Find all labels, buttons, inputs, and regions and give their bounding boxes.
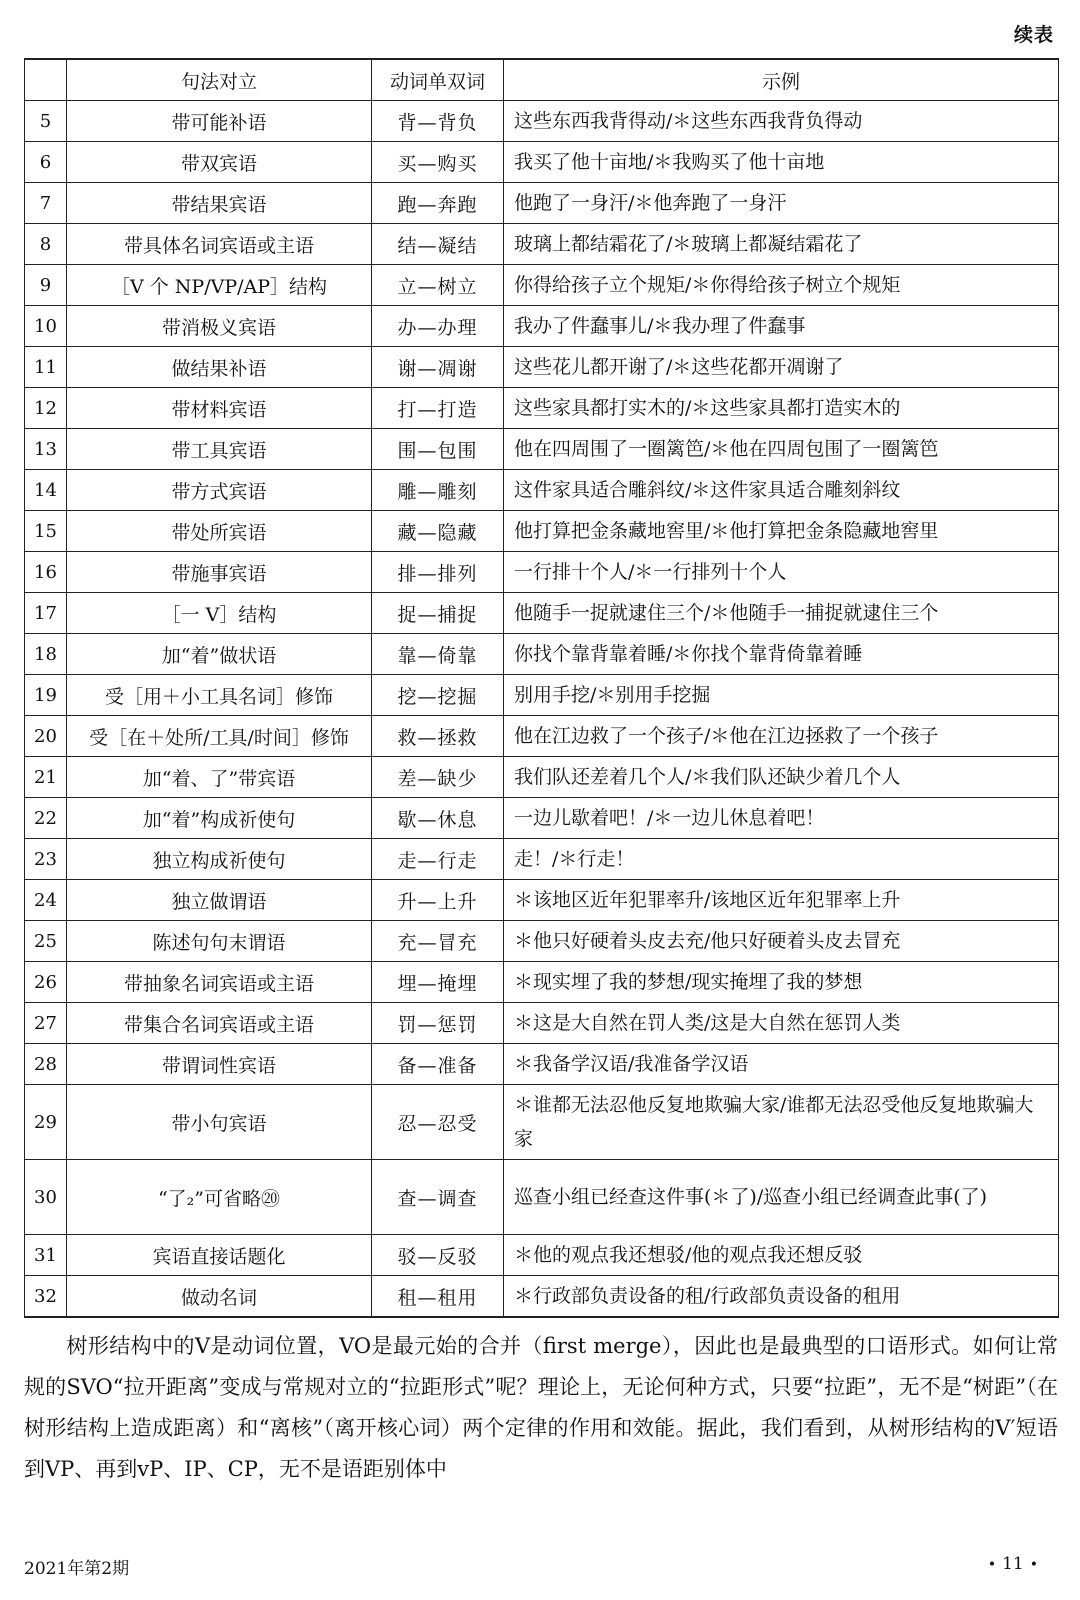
- row-construction: 宾语直接话题化: [67, 1235, 372, 1276]
- row-construction: 受［用＋小工具名词］修饰: [67, 675, 372, 716]
- body-paragraph: [24, 1326, 1058, 1490]
- table-row: [25, 101, 1059, 142]
- row-number: 30: [25, 1160, 67, 1235]
- row-number: 13: [25, 429, 67, 470]
- row-example: 玻璃上都结霜花了/＊玻璃上都凝结霜花了: [504, 224, 1059, 265]
- row-example: 我办了件蠢事儿/＊我办理了件蠢事: [504, 306, 1059, 347]
- header-example: 示例: [504, 59, 1059, 101]
- row-construction: 加“着”做状语: [67, 634, 372, 675]
- row-example: 这些家具都打实木的/＊这些家具都打造实木的: [504, 388, 1059, 429]
- journal-issue: 2021年第2期: [24, 1559, 130, 1579]
- row-verb-pair: 升—上升: [372, 880, 504, 921]
- row-number: 26: [25, 962, 67, 1003]
- row-construction: 加“着、了”带宾语: [67, 757, 372, 798]
- header-construction: 句法对立: [67, 59, 372, 101]
- row-verb-pair: 埋—掩埋: [372, 962, 504, 1003]
- table-row: [25, 716, 1059, 757]
- row-verb-pair: 打—打造: [372, 388, 504, 429]
- row-number: 20: [25, 716, 67, 757]
- row-example: 巡查小组已经查这件事(＊了)/巡查小组已经调查此事(了): [504, 1160, 1059, 1235]
- row-example: 一边儿歇着吧！/＊一边儿休息着吧！: [504, 798, 1059, 839]
- row-example: 他在四周围了一圈篱笆/＊他在四周包围了一圈篱笆: [504, 429, 1059, 470]
- row-example: ＊谁都无法忍他反复地欺骗大家/谁都无法忍受他反复地欺骗大家: [504, 1085, 1059, 1160]
- row-number: 11: [25, 347, 67, 388]
- table-header-row: [25, 59, 1059, 101]
- row-verb-pair: 背—背负: [372, 101, 504, 142]
- row-verb-pair: 谢—凋谢: [372, 347, 504, 388]
- row-construction: 带可能补语: [67, 101, 372, 142]
- row-example: 你找个靠背靠着睡/＊你找个靠背倚靠着睡: [504, 634, 1059, 675]
- table-body: [25, 101, 1059, 1318]
- table-row: [25, 265, 1059, 306]
- row-example: 别用手挖/＊别用手挖掘: [504, 675, 1059, 716]
- row-example: ＊现实埋了我的梦想/现实掩埋了我的梦想: [504, 962, 1059, 1003]
- row-number: 14: [25, 470, 67, 511]
- row-construction: 带施事宾语: [67, 552, 372, 593]
- row-number: 18: [25, 634, 67, 675]
- row-construction: 带谓词性宾语: [67, 1044, 372, 1085]
- row-verb-pair: 跑—奔跑: [372, 183, 504, 224]
- row-example: 我们队还差着几个人/＊我们队还缺少着几个人: [504, 757, 1059, 798]
- table-row: [25, 1235, 1059, 1276]
- row-number: 12: [25, 388, 67, 429]
- row-construction: ［一 V］结构: [67, 593, 372, 634]
- row-number: 32: [25, 1276, 67, 1318]
- page-number: 11: [1002, 1554, 1024, 1574]
- row-example: ＊这是大自然在罚人类/这是大自然在惩罚人类: [504, 1003, 1059, 1044]
- row-number: 31: [25, 1235, 67, 1276]
- row-verb-pair: 捉—捕捉: [372, 593, 504, 634]
- row-construction: 带消极义宾语: [67, 306, 372, 347]
- table-row: [25, 224, 1059, 265]
- table-row: [25, 1003, 1059, 1044]
- row-number: 21: [25, 757, 67, 798]
- table-row: [25, 429, 1059, 470]
- table-row: [25, 388, 1059, 429]
- table-row: [25, 1160, 1059, 1235]
- row-construction: 带结果宾语: [67, 183, 372, 224]
- row-construction: ［V 个 NP/VP/AP］结构: [67, 265, 372, 306]
- table-row: [25, 183, 1059, 224]
- row-verb-pair: 买—购买: [372, 142, 504, 183]
- row-construction: 陈述句句末谓语: [67, 921, 372, 962]
- row-construction: 加“着”构成祈使句: [67, 798, 372, 839]
- row-number: 28: [25, 1044, 67, 1085]
- row-number: 22: [25, 798, 67, 839]
- row-construction: 受［在＋处所/工具/时间］修饰: [67, 716, 372, 757]
- row-number: 25: [25, 921, 67, 962]
- row-construction: 带抽象名词宾语或主语: [67, 962, 372, 1003]
- row-verb-pair: 挖—挖掘: [372, 675, 504, 716]
- row-number: 24: [25, 880, 67, 921]
- body-paragraph-text: 树形结构中的V是动词位置，VO是最元始的合并（first merge），因此也是最典型的口语形式。如何让常规的SVO“拉开距离”变成与常规对立的“拉距形式”呢？理论上，无论何种方式，只要“拉距”，无不是“树距”（在树形结构上造成距离）和“离核”（离开核心词）两个定律的作用和效能。据此，我们看到，从树形结构的V′短语到VP、再到vP、IP、CP，无不是语距别体中: [24, 1334, 1058, 1481]
- row-number: 5: [25, 101, 67, 142]
- row-number: 8: [25, 224, 67, 265]
- row-verb-pair: 充—冒充: [372, 921, 504, 962]
- row-verb-pair: 排—排列: [372, 552, 504, 593]
- continued-table-label: 续表: [1013, 24, 1054, 46]
- row-example: 你得给孩子立个规矩/＊你得给孩子树立个规矩: [504, 265, 1059, 306]
- row-construction: 带集合名词宾语或主语: [67, 1003, 372, 1044]
- row-verb-pair: 雕—雕刻: [372, 470, 504, 511]
- table-row: [25, 511, 1059, 552]
- row-example: ＊该地区近年犯罪率升/该地区近年犯罪率上升: [504, 880, 1059, 921]
- verb-contrast-table: [24, 58, 1059, 1318]
- page-number-dot-left: •: [987, 1557, 997, 1573]
- row-example: 他跑了一身汗/＊他奔跑了一身汗: [504, 183, 1059, 224]
- row-construction: 带方式宾语: [67, 470, 372, 511]
- page-number-block: [982, 1554, 1044, 1574]
- row-construction: 独立构成祈使句: [67, 839, 372, 880]
- row-number: 10: [25, 306, 67, 347]
- row-example: 一行排十个人/＊一行排列十个人: [504, 552, 1059, 593]
- row-verb-pair: 办—办理: [372, 306, 504, 347]
- row-example: ＊行政部负责设备的租/行政部负责设备的租用: [504, 1276, 1059, 1318]
- row-example: ＊他只好硬着头皮去充/他只好硬着头皮去冒充: [504, 921, 1059, 962]
- row-number: 9: [25, 265, 67, 306]
- row-number: 16: [25, 552, 67, 593]
- row-construction: 带材料宾语: [67, 388, 372, 429]
- row-number: 7: [25, 183, 67, 224]
- row-verb-pair: 走—行走: [372, 839, 504, 880]
- row-example: 他打算把金条藏地窖里/＊他打算把金条隐藏地窖里: [504, 511, 1059, 552]
- row-number: 17: [25, 593, 67, 634]
- row-number: 27: [25, 1003, 67, 1044]
- table-row: [25, 470, 1059, 511]
- table-row: [25, 675, 1059, 716]
- row-construction: 带具体名词宾语或主语: [67, 224, 372, 265]
- table-row: [25, 593, 1059, 634]
- row-construction: 独立做谓语: [67, 880, 372, 921]
- row-verb-pair: 驳—反驳: [372, 1235, 504, 1276]
- table-row: [25, 1276, 1059, 1318]
- row-number: 6: [25, 142, 67, 183]
- row-number: 29: [25, 1085, 67, 1160]
- table-row: [25, 634, 1059, 675]
- row-number: 19: [25, 675, 67, 716]
- page-number-dot-right: •: [1029, 1557, 1038, 1573]
- table-row: [25, 347, 1059, 388]
- table-row: [25, 798, 1059, 839]
- header-verbs: 动词单双词: [372, 59, 504, 101]
- header-number: [25, 59, 67, 101]
- row-construction: 做动名词: [67, 1276, 372, 1318]
- row-example: 这件家具适合雕斜纹/＊这件家具适合雕刻斜纹: [504, 470, 1059, 511]
- row-verb-pair: 歇—休息: [372, 798, 504, 839]
- row-verb-pair: 忍—忍受: [372, 1085, 504, 1160]
- row-number: 23: [25, 839, 67, 880]
- row-verb-pair: 租—租用: [372, 1276, 504, 1318]
- row-verb-pair: 救—拯救: [372, 716, 504, 757]
- row-verb-pair: 靠—倚靠: [372, 634, 504, 675]
- row-verb-pair: 查—调查: [372, 1160, 504, 1235]
- row-construction: “了₂”可省略⑳: [67, 1160, 372, 1235]
- table-row: [25, 142, 1059, 183]
- row-example: ＊我备学汉语/我准备学汉语: [504, 1044, 1059, 1085]
- row-number: 15: [25, 511, 67, 552]
- row-example: ＊他的观点我还想驳/他的观点我还想反驳: [504, 1235, 1059, 1276]
- table-row: [25, 757, 1059, 798]
- row-example: 这些东西我背得动/＊这些东西我背负得动: [504, 101, 1059, 142]
- table-row: [25, 921, 1059, 962]
- row-construction: 带小句宾语: [67, 1085, 372, 1160]
- row-construction: 带双宾语: [67, 142, 372, 183]
- row-verb-pair: 立—树立: [372, 265, 504, 306]
- table-row: [25, 552, 1059, 593]
- table-row: [25, 306, 1059, 347]
- table-row: [25, 1085, 1059, 1160]
- table-row: [25, 1044, 1059, 1085]
- row-construction: 带处所宾语: [67, 511, 372, 552]
- row-verb-pair: 结—凝结: [372, 224, 504, 265]
- row-example: 我买了他十亩地/＊我购买了他十亩地: [504, 142, 1059, 183]
- table-row: [25, 880, 1059, 921]
- row-example: 他随手一捉就逮住三个/＊他随手一捕捉就逮住三个: [504, 593, 1059, 634]
- row-example: 他在江边救了一个孩子/＊他在江边拯救了一个孩子: [504, 716, 1059, 757]
- row-verb-pair: 差—缺少: [372, 757, 504, 798]
- table-row: [25, 962, 1059, 1003]
- row-verb-pair: 围—包围: [372, 429, 504, 470]
- row-construction: 带工具宾语: [67, 429, 372, 470]
- row-example: 走！/＊行走！: [504, 839, 1059, 880]
- row-example: 这些花儿都开谢了/＊这些花都开凋谢了: [504, 347, 1059, 388]
- row-construction: 做结果补语: [67, 347, 372, 388]
- row-verb-pair: 罚—惩罚: [372, 1003, 504, 1044]
- row-verb-pair: 藏—隐藏: [372, 511, 504, 552]
- row-verb-pair: 备—准备: [372, 1044, 504, 1085]
- table-row: [25, 839, 1059, 880]
